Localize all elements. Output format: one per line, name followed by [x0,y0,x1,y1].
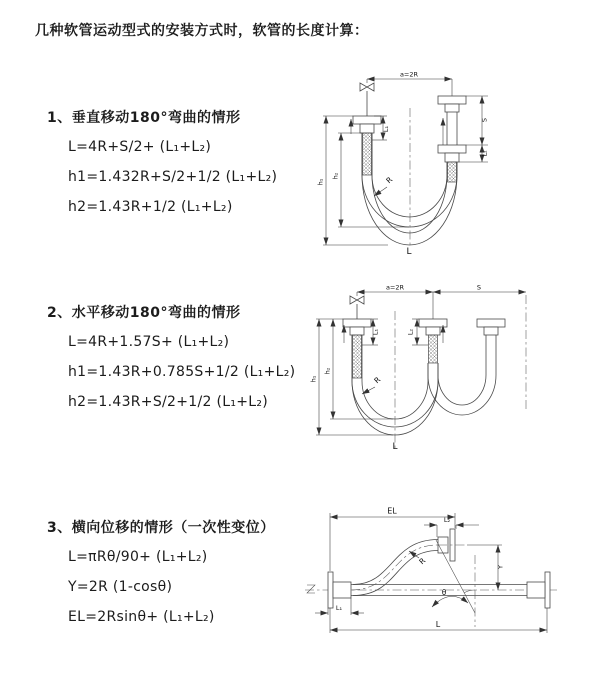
section-2-formula-h1: h1=1.43R+0.785S+1/2 (L₁+L₂) [68,364,296,380]
section-3-formula-L: L=πRθ/90+ (L₁+L₂) [68,549,208,565]
radius-leader [374,175,394,196]
length-label: L [392,442,398,452]
dim-end-left-label: L₁ [335,604,343,612]
dim-end-right-label: L₂ [480,150,489,157]
left-fitting [353,116,381,175]
valve-icon [360,79,374,116]
dim-height-inner-label: h₂ [323,367,332,375]
dim-travel [466,96,489,145]
section-1-heading: 1、垂直移动180°弯曲的情形 [47,110,241,126]
section-3-formula-Y: Y=2R (1-cosθ) [68,579,173,595]
left-fitting [343,319,371,378]
dim-height-inner-label: h₂ [331,172,340,180]
dim-end-left-label: L₁ [382,125,390,133]
radius-label: R [417,556,428,567]
right-flange [527,572,550,608]
dim-offset-label: Y [496,565,505,569]
dim-end-left-label: L₁ [371,328,380,336]
braid-section [363,133,372,175]
left-flange [328,572,351,608]
diagram-horizontal-travel-180-bend [305,283,600,455]
radius-label: R [372,375,383,386]
page-title: 几种软管运动型式的安装方式时，软管的长度计算： [35,23,369,39]
section-2-heading: 2、水平移动180°弯曲的情形 [47,305,241,321]
diagram-lateral-displacement [295,500,600,650]
dim-span [357,284,433,293]
length-label: L [406,247,412,257]
section-2-formula-L: L=4R+1.57S+ (L₁+L₂) [68,334,230,350]
dim-length-label: L [435,620,441,629]
diagram-vertical-travel-180-bend [310,70,595,260]
dim-length [330,608,547,633]
dim-end-middle-label: L₂ [406,328,415,336]
section-1-formula-L: L=4R+S/2+ (L₁+L₂) [68,139,212,155]
right-fitting [438,79,466,182]
dim-height-outer [310,319,394,435]
dim-travel-label: S [476,283,482,292]
dim-extended-length [330,507,455,572]
dim-height-outer [317,116,389,245]
upper-flange [438,529,467,561]
section-1-formula-h2: h2=1.43R+1/2 (L₁+L₂) [68,199,233,215]
dim-travel-label: S [480,117,489,123]
braid-section [429,335,438,363]
section-3-formula-EL: EL=2Rsinθ+ (L₁+L₂) [68,609,215,625]
dim-travel [433,284,526,293]
braid-section [448,162,457,182]
radius-label: R [384,175,395,186]
braid-section [353,335,362,378]
dim-height-outer-label: h₁ [309,375,318,383]
dim-span-label: a=2R [399,70,419,79]
section-2-formula-h2: h2=1.43R+S/2+1/2 (L₁+L₂) [68,394,269,410]
dim-span [367,71,452,80]
break-symbol-icon [307,585,315,593]
section-1-formula-h1: h1=1.432R+S/2+1/2 (L₁+L₂) [68,169,278,185]
valve-icon [350,292,364,319]
dim-extended-length-label: EL [387,506,397,516]
right-fitting [477,319,505,335]
section-3-heading: 3、横向位移的情形（一次性变位） [47,520,275,536]
dim-end-right-label: L₂ [443,516,451,524]
dim-end-left [315,598,364,615]
radius-leader [362,375,382,394]
dim-offset [467,545,505,590]
dim-span-label: a=2R [385,283,405,292]
hose-loops [352,335,496,435]
dim-height-outer-label: h₁ [316,178,325,186]
displaced-hose [351,540,438,596]
angle-label: θ [441,588,447,597]
